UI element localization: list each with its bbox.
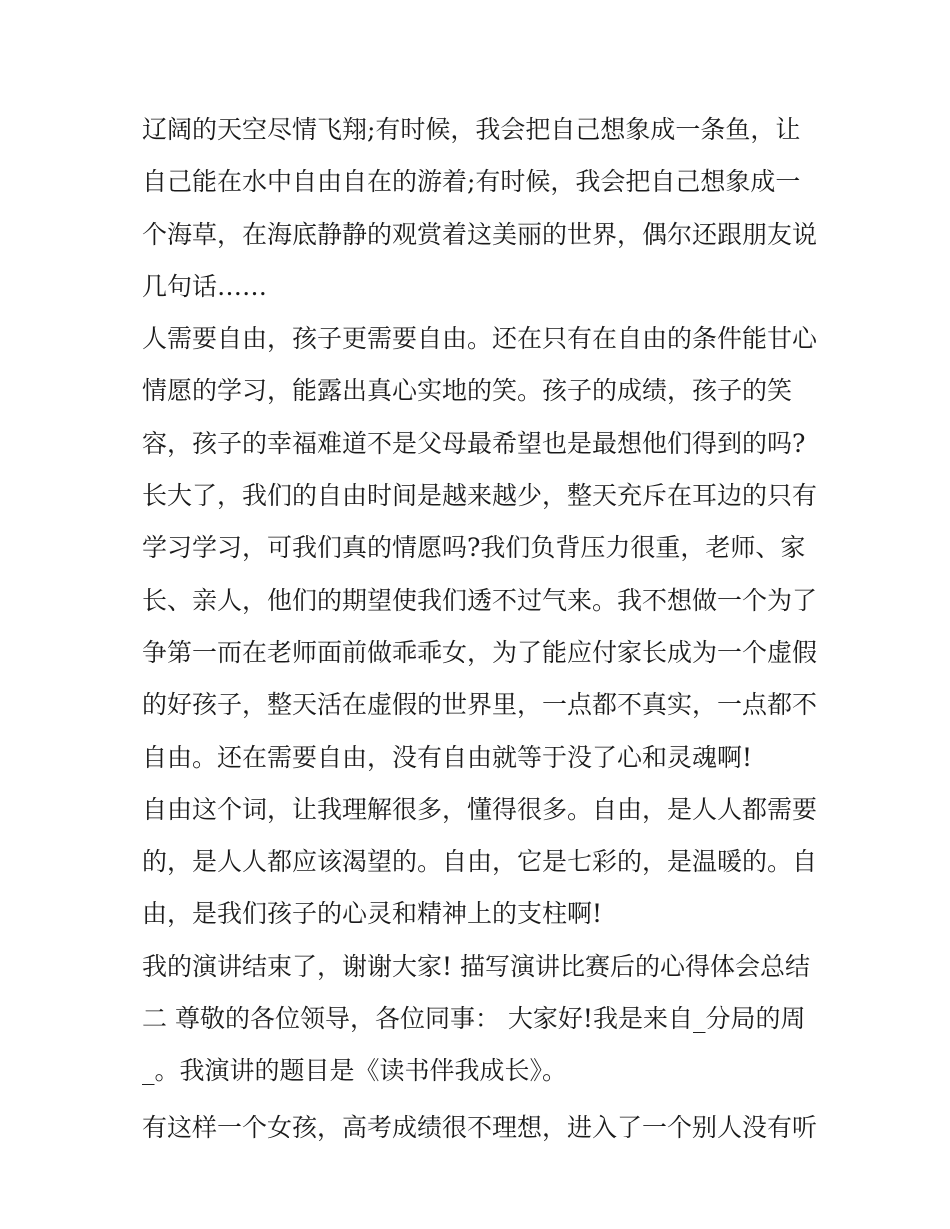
text-line: 由，是我们孩子的心灵和精神上的支柱啊! <box>142 899 603 929</box>
text-line: 我的演讲结束了，谢谢大家! 描写演讲比赛后的心得体会总结 <box>142 951 810 981</box>
text-line: 的好孩子，整天活在虚假的世界里，一点都不真实，一点都不 <box>142 690 818 720</box>
text-line: 自己能在水中自由自在的游着;有时候，我会把自己想象成一 <box>142 167 801 197</box>
text-line: 自由这个词，让我理解很多，懂得很多。自由，是人人都需要 <box>142 794 818 824</box>
text-line: 几句话…… <box>142 271 268 301</box>
text-line: 长大了，我们的自由时间是越来越少，整天充斥在耳边的只有 <box>142 481 818 511</box>
text-line: 情愿的学习，能露出真心实地的笑。孩子的成绩，孩子的笑 <box>142 376 793 406</box>
text-line: _。我演讲的题目是《读书伴我成长》。 <box>142 1056 568 1086</box>
text-line: 有这样一个女孩，高考成绩很不理想，进入了一个别人没有听 <box>142 1112 818 1142</box>
text-line: 自由。还在需要自由，没有自由就等于没了心和灵魂啊! <box>142 742 753 772</box>
text-line: 人需要自由，孩子更需要自由。还在只有在自由的条件能甘心 <box>142 324 818 354</box>
text-line: 长、亲人，他们的期望使我们透不过气来。我不想做一个为了 <box>142 585 818 615</box>
text-line: 辽阔的天空尽情飞翔;有时候，我会把自己想象成一条鱼，让 <box>142 115 801 144</box>
text-line: 个海草，在海底静静的观赏着这美丽的世界，偶尔还跟朋友说 <box>142 219 818 249</box>
text-line: 学习学习，可我们真的情愿吗?我们负背压力很重，老师、家 <box>142 533 806 563</box>
text-line: 容，孩子的幸福难道不是父母最希望也是最想他们得到的吗? <box>142 428 806 458</box>
text-line: 争第一而在老师面前做乖乖女，为了能应付家长成为一个虚假 <box>142 637 818 667</box>
text-line: 的，是人人都应该渴望的。自由，它是七彩的，是温暖的。自 <box>142 847 818 877</box>
document-body <box>142 104 822 1154</box>
text-line: 二 尊敬的各位领导，各位同事： 大家好!我是来自_分局的周 <box>142 1004 806 1034</box>
